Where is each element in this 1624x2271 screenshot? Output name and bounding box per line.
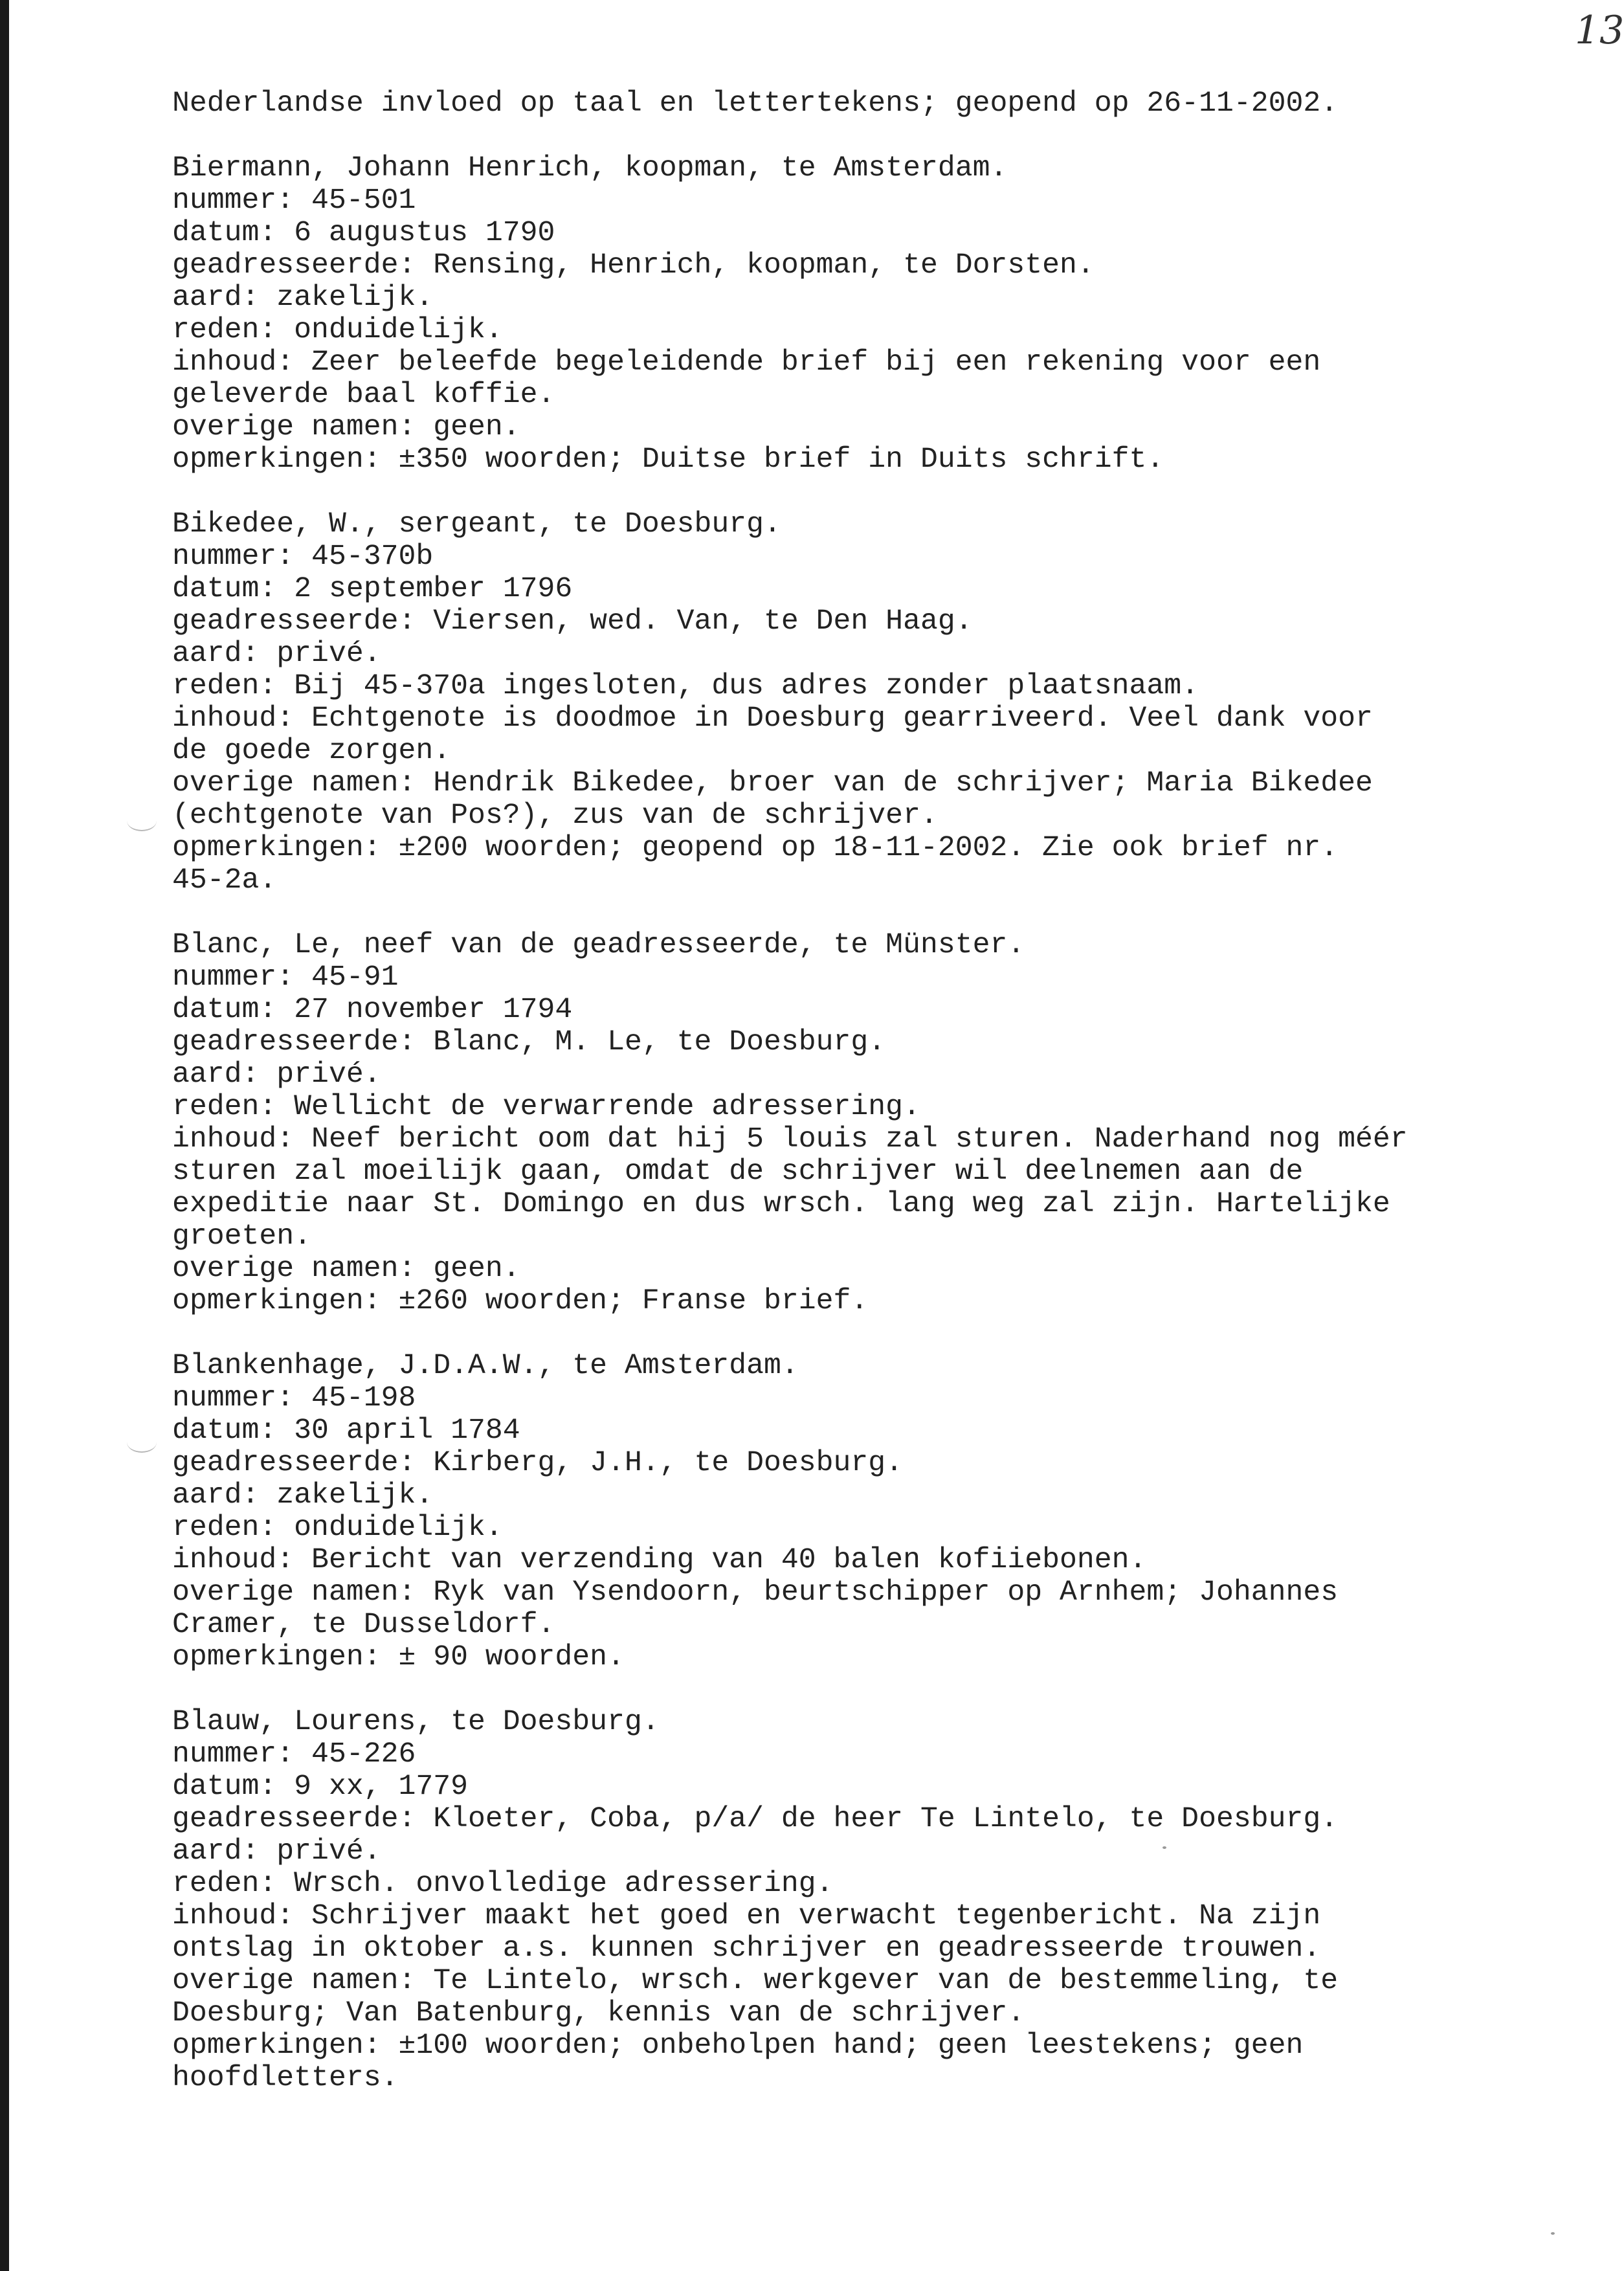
entry-field-line: hoofdletters. — [172, 2062, 399, 2094]
entry-field-line: overige namen: Te Lintelo, wrsch. werkgever van de bestemmeling, te — [172, 1965, 1339, 1997]
entry-field-line: expeditie naar St. Domingo en dus wrsch. lang weg zal zijn. Hartelijke — [172, 1188, 1390, 1220]
punch-hole-mark — [127, 1432, 157, 1453]
entry-field-line: reden: Wellicht de verwarrende adressering. — [172, 1091, 920, 1123]
entry-field-line: nummer: 45-226 — [172, 1738, 416, 1771]
entry-field-line: reden: onduidelijk. — [172, 314, 503, 346]
entry-field-line: groeten. — [172, 1220, 312, 1253]
entry-field-line: datum: 6 augustus 1790 — [172, 217, 555, 249]
entry-field-line: geadresseerde: Viersen, wed. Van, te Den Haag. — [172, 605, 973, 638]
letter-entry — [172, 1706, 1467, 2094]
entry-field-line: aard: privé. — [172, 638, 381, 670]
entry-field-line: de goede zorgen. — [172, 735, 451, 767]
entry-field-line: nummer: 45-198 — [172, 1382, 416, 1415]
document-body — [172, 87, 1467, 2094]
entry-field-line: geadresseerde: Rensing, Henrich, koopman, te Dorsten. — [172, 249, 1095, 282]
entry-field-line: overige namen: Hendrik Bikedee, broer van de schrijver; Maria Bikedee — [172, 767, 1373, 800]
entry-field-line: Cramer, te Dusseldorf. — [172, 1609, 555, 1641]
letter-entries — [172, 152, 1467, 2094]
entry-sender: Biermann, Johann Henrich, koopman, te Amsterdam. — [172, 152, 1008, 185]
entry-field-line: sturen zal moeilijk gaan, omdat de schrijver wil deelnemen aan de — [172, 1156, 1304, 1188]
scan-edge-shadow — [0, 0, 9, 2271]
entry-field-line: inhoud: Bericht van verzending van 40 balen kofiiebonen. — [172, 1544, 1147, 1576]
entry-sender: Blanc, Le, neef van de geadresseerde, te Münster. — [172, 929, 1025, 961]
entry-field-line: 45-2a. — [172, 864, 277, 897]
entry-field-line: nummer: 45-501 — [172, 185, 416, 217]
entry-field-line: reden: onduidelijk. — [172, 1512, 503, 1544]
entry-field-line: aard: zakelijk. — [172, 1479, 434, 1512]
entry-field-line: nummer: 45-91 — [172, 961, 399, 994]
entry-field-line: geadresseerde: Blanc, M. Le, te Doesburg. — [172, 1026, 886, 1058]
entry-field-line: Doesburg; Van Batenburg, kennis van de schrijver. — [172, 1997, 1025, 2030]
letter-entry — [172, 508, 1467, 897]
entry-field-line: opmerkingen: ±100 woorden; onbeholpen hand; geen leestekens; geen — [172, 2030, 1304, 2062]
entry-field-line: aard: zakelijk. — [172, 282, 434, 314]
entry-field-line: overige namen: geen. — [172, 411, 520, 443]
entry-field-line: geadresseerde: Kirberg, J.H., te Doesburg. — [172, 1447, 904, 1479]
entry-field-line: datum: 27 november 1794 — [172, 994, 573, 1026]
entry-field-line: nummer: 45-370b — [172, 541, 434, 573]
entry-field-line: datum: 30 april 1784 — [172, 1415, 520, 1447]
entry-field-line: reden: Wrsch. onvolledige adressering. — [172, 1868, 834, 1900]
entry-field-line: inhoud: Neef bericht oom dat hij 5 louis zal sturen. Naderhand nog méér — [172, 1123, 1408, 1156]
letter-entry — [172, 929, 1467, 1317]
entry-field-line: geadresseerde: Kloeter, Coba, p/a/ de heer Te Lintelo, te Doesburg. — [172, 1803, 1339, 1835]
entry-sender: Bikedee, W., sergeant, te Doesburg. — [172, 508, 781, 541]
entry-field-line: datum: 9 xx, 1779 — [172, 1771, 469, 1803]
entry-field-line: (echtgenote van Pos?), zus van de schrijver. — [172, 800, 938, 832]
document-header: Nederlandse invloed op taal en lettertekens; geopend op 26-11-2002. — [172, 87, 1339, 120]
entry-sender: Blauw, Lourens, te Doesburg. — [172, 1706, 660, 1738]
entry-field-line: overige namen: geen. — [172, 1253, 520, 1285]
entry-field-line: aard: privé. — [172, 1058, 381, 1091]
entry-field-line: geleverde baal koffie. — [172, 379, 555, 411]
entry-sender: Blankenhage, J.D.A.W., te Amsterdam. — [172, 1350, 799, 1382]
entry-field-line: opmerkingen: ± 90 woorden. — [172, 1641, 625, 1673]
entry-field-line: inhoud: Zeer beleefde begeleidende brief bij een rekening voor een — [172, 346, 1321, 379]
letter-entry — [172, 152, 1467, 476]
entry-field-line: opmerkingen: ±350 woorden; Duitse brief in Duits schrift. — [172, 443, 1164, 476]
entry-field-line: ontslag in oktober a.s. kunnen schrijver en geadresseerde trouwen. — [172, 1932, 1321, 1965]
scan-speck — [1551, 2232, 1555, 2235]
letter-entry — [172, 1350, 1467, 1673]
entry-field-line: inhoud: Schrijver maakt het goed en verwacht tegenbericht. Na zijn — [172, 1900, 1321, 1932]
entry-field-line: opmerkingen: ±200 woorden; geopend op 18-11-2002. Zie ook brief nr. — [172, 832, 1339, 864]
entry-field-line: reden: Bij 45-370a ingesloten, dus adres zonder plaatsnaam. — [172, 670, 1199, 702]
entry-field-line: datum: 2 september 1796 — [172, 573, 573, 605]
entry-field-line: aard: privé. — [172, 1835, 381, 1868]
entry-field-line: opmerkingen: ±260 woorden; Franse brief. — [172, 1285, 869, 1317]
entry-field-line: inhoud: Echtgenote is doodmoe in Doesburg gearriveerd. Veel dank voor — [172, 702, 1373, 735]
punch-hole-mark — [127, 811, 157, 831]
entry-field-line: overige namen: Ryk van Ysendoorn, beurtschipper op Arnhem; Johannes — [172, 1576, 1339, 1609]
page-number: 13 — [1575, 8, 1624, 53]
